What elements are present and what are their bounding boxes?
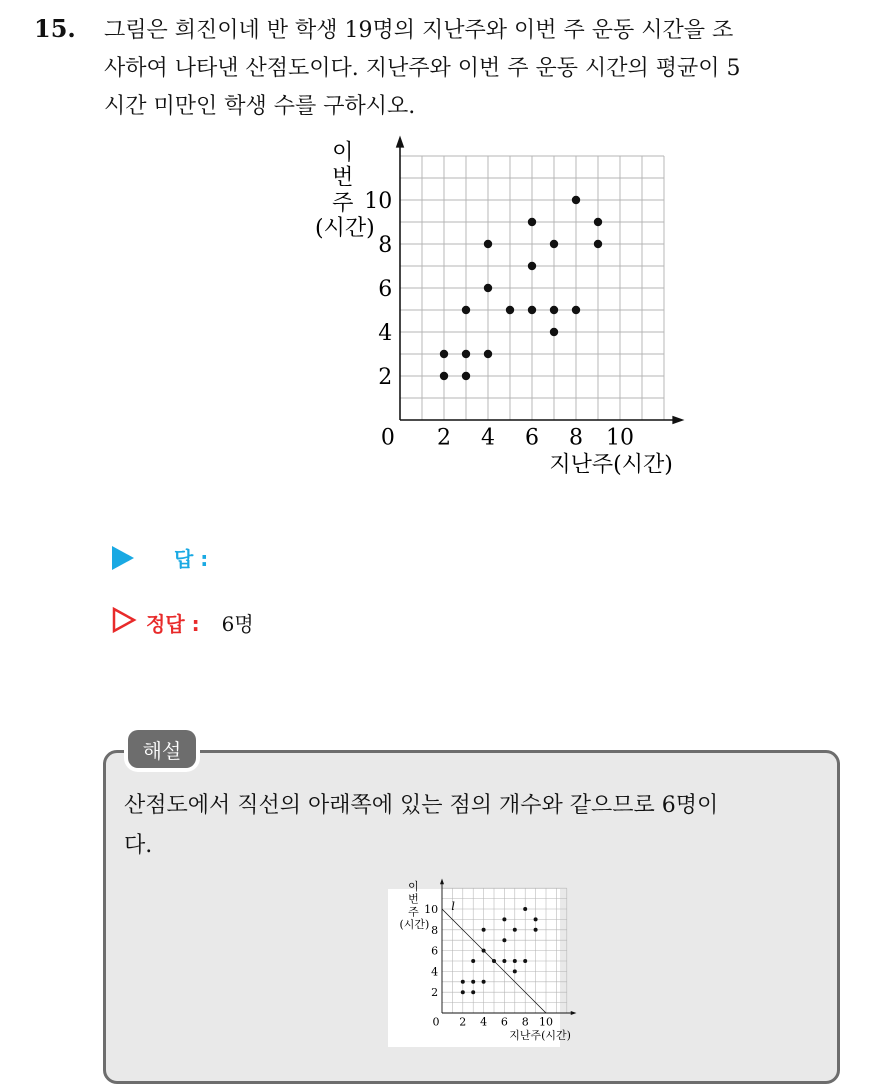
- question-line: 그림은 희진이네 반 학생 19명의 지난주와 이번 주 운동 시간을 조: [104, 18, 734, 43]
- x-axis-title: 지난주(시간): [509, 1028, 571, 1042]
- origin-label: 0: [380, 425, 395, 451]
- data-point: [594, 240, 602, 248]
- answer-label: 답 :: [174, 547, 209, 571]
- data-point: [513, 928, 517, 932]
- data-point: [502, 938, 506, 942]
- data-point: [502, 917, 506, 921]
- data-point: [492, 959, 496, 963]
- data-point: [534, 917, 538, 921]
- data-point: [550, 240, 558, 248]
- y-tick-label: 10: [424, 902, 439, 916]
- y-tick-label: 6: [378, 276, 393, 302]
- solution-text: [124, 786, 834, 866]
- origin-label: 0: [432, 1015, 440, 1029]
- data-point: [594, 218, 602, 226]
- y-axis-title-line: 주: [332, 190, 354, 216]
- data-point: [461, 990, 465, 994]
- y-axis-title-line: 번: [332, 165, 354, 191]
- line-label: l: [451, 900, 455, 914]
- data-point: [440, 372, 448, 380]
- x-tick-label: 10: [606, 425, 634, 451]
- question-number: 15.: [34, 14, 76, 43]
- y-axis-title-line: (시간): [399, 917, 430, 931]
- data-point: [471, 980, 475, 984]
- y-tick-label: 4: [378, 320, 393, 346]
- data-point: [484, 350, 492, 358]
- data-point: [461, 980, 465, 984]
- x-tick-label: 6: [525, 425, 539, 451]
- question-line: 시간 미만인 학생 수를 구하시오.: [104, 94, 416, 119]
- data-point: [513, 969, 517, 973]
- data-point: [523, 907, 527, 911]
- y-tick-label: 2: [431, 986, 439, 1000]
- data-point: [502, 959, 506, 963]
- y-tick-label: 10: [364, 188, 393, 214]
- play-triangle-icon: [112, 546, 134, 570]
- x-tick-label: 8: [521, 1015, 529, 1029]
- question-line: 사하여 나타낸 산점도이다. 지난주와 이번 주 운동 시간의 평균이 5: [104, 56, 741, 81]
- data-point: [534, 928, 538, 932]
- data-point: [528, 218, 536, 226]
- y-axis-title-line: 번: [408, 892, 419, 906]
- x-tick-label: 8: [569, 425, 583, 451]
- x-tick-label: 4: [480, 1015, 488, 1029]
- data-point: [462, 350, 470, 358]
- data-point: [440, 350, 448, 358]
- scatter-plot: [288, 140, 678, 500]
- question-text: [104, 12, 864, 126]
- data-point: [484, 240, 492, 248]
- correct-answer-row: [112, 607, 254, 638]
- x-tick-label: 2: [437, 425, 451, 451]
- data-point: [506, 306, 514, 314]
- correct-answer-label: 정답 :: [146, 612, 200, 636]
- data-point: [482, 928, 486, 932]
- data-point: [462, 372, 470, 380]
- data-point: [513, 959, 517, 963]
- data-point: [484, 284, 492, 292]
- x-axis-arrow: [672, 416, 684, 424]
- y-tick-label: 4: [431, 965, 439, 979]
- y-axis-title-line: (시간): [315, 216, 375, 242]
- data-point: [471, 959, 475, 963]
- y-tick-label: 8: [431, 923, 439, 937]
- x-tick-label: 2: [459, 1015, 467, 1029]
- y-tick-label: 6: [431, 944, 439, 958]
- outline-triangle-icon: [112, 607, 136, 638]
- x-axis-title: 지난주(시간): [549, 452, 673, 478]
- y-tick-label: 8: [378, 232, 393, 258]
- y-tick-label: 2: [378, 364, 393, 390]
- x-tick-label: 4: [481, 425, 495, 451]
- solution-scatter-plot: [388, 879, 571, 1047]
- solution-line: 다.: [124, 833, 153, 858]
- data-point: [471, 990, 475, 994]
- solution-tag: 해설: [128, 730, 196, 768]
- data-point: [528, 262, 536, 270]
- data-point: [482, 980, 486, 984]
- x-tick-label: 6: [500, 1015, 508, 1029]
- data-point: [572, 196, 580, 204]
- correct-answer-value: 6명: [221, 612, 254, 636]
- y-axis-title-line: 주: [408, 905, 419, 919]
- data-point: [482, 949, 486, 953]
- y-axis-title-line: 이: [332, 140, 354, 166]
- data-point: [572, 306, 580, 314]
- data-point: [528, 306, 536, 314]
- y-axis-arrow: [396, 136, 404, 148]
- y-axis-title-line: 이: [408, 879, 419, 893]
- answer-row: [112, 543, 208, 572]
- solution-line: 산점도에서 직선의 아래쪽에 있는 점의 개수와 같으므로 6명이: [124, 793, 719, 818]
- data-point: [462, 306, 470, 314]
- x-tick-label: 10: [539, 1015, 553, 1029]
- data-point: [523, 959, 527, 963]
- data-point: [550, 328, 558, 336]
- data-point: [550, 306, 558, 314]
